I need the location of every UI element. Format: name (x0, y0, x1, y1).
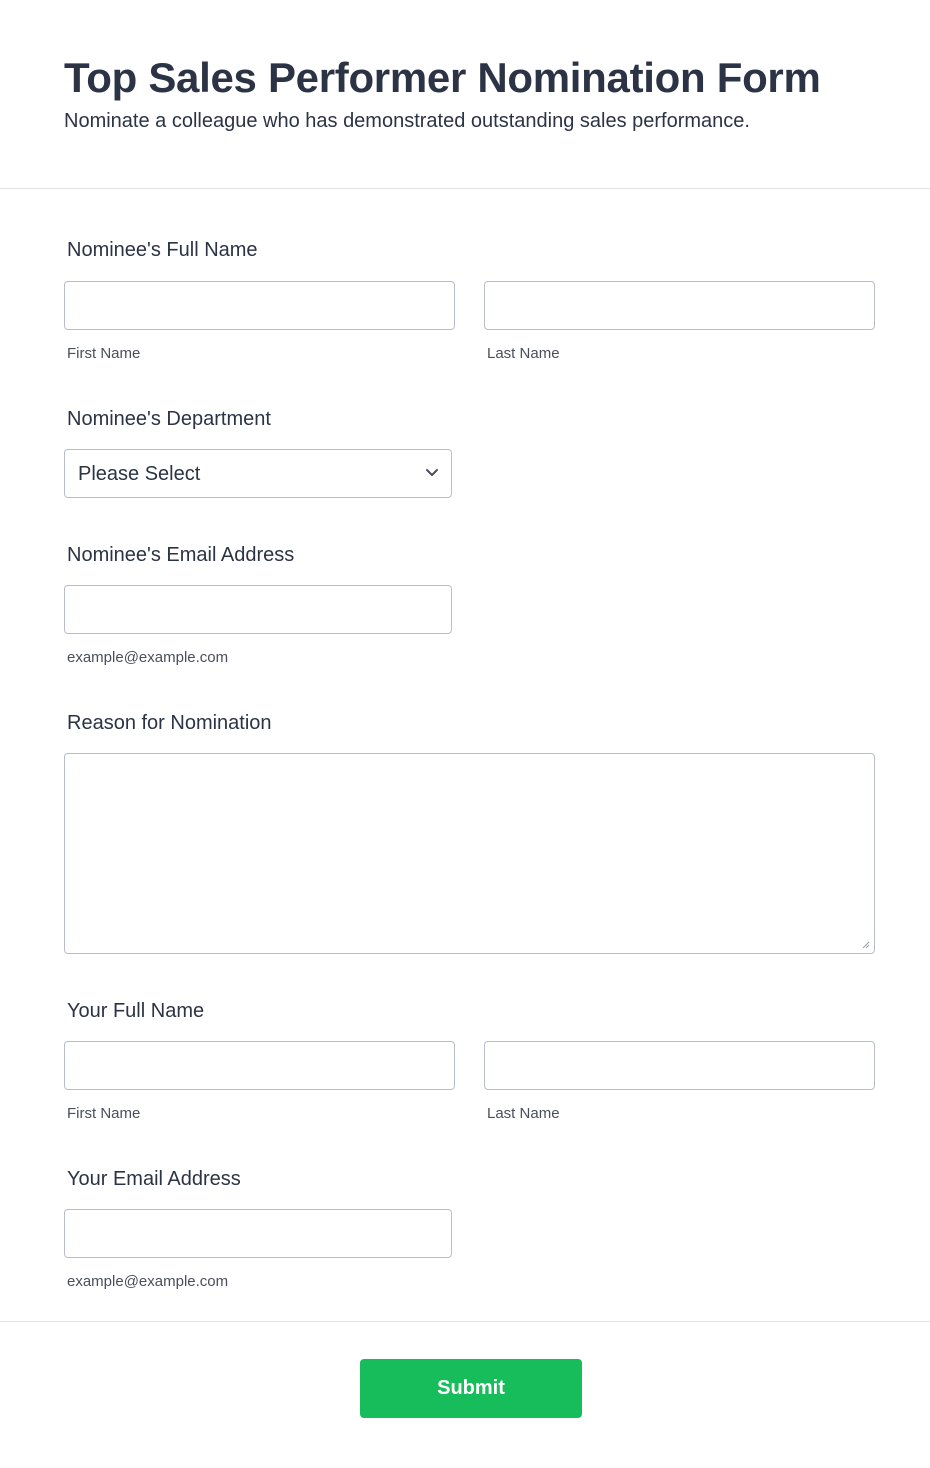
nominee-last-name-sublabel: Last Name (487, 345, 560, 362)
form-header (0, 0, 930, 189)
your-last-name-sublabel: Last Name (487, 1105, 560, 1122)
form-title: Top Sales Performer Nomination Form (64, 54, 821, 101)
nominee-first-name-sublabel: First Name (67, 345, 141, 362)
your-last-name-input[interactable] (484, 1041, 875, 1090)
nominee-department-select[interactable] (64, 449, 452, 498)
nominee-name-label: Nominee's Full Name (67, 239, 258, 261)
form-subtitle: Nominate a colleague who has demonstrated outstanding sales performance. (64, 110, 750, 132)
nominee-email-input[interactable] (64, 585, 452, 634)
nominee-email-label: Nominee's Email Address (67, 544, 295, 566)
your-email-label: Your Email Address (67, 1168, 241, 1190)
your-first-name-sublabel: First Name (67, 1105, 141, 1122)
reason-label: Reason for Nomination (67, 712, 272, 734)
department-selected-value: Please Select (78, 463, 201, 485)
nominee-email-sublabel: example@example.com (67, 649, 229, 666)
your-email-input[interactable] (64, 1209, 452, 1258)
chevron-down-icon (425, 468, 439, 478)
reason-textarea[interactable] (64, 753, 875, 954)
nominee-first-name-input[interactable] (64, 281, 455, 330)
nominee-last-name-input[interactable] (484, 281, 875, 330)
your-email-sublabel: example@example.com (67, 1273, 229, 1290)
submit-button[interactable]: Submit (360, 1359, 582, 1418)
nominee-department-label: Nominee's Department (67, 408, 271, 430)
footer-divider (0, 1321, 930, 1322)
your-first-name-input[interactable] (64, 1041, 455, 1090)
resize-grip-icon[interactable] (860, 939, 870, 949)
your-name-label: Your Full Name (67, 1000, 205, 1022)
